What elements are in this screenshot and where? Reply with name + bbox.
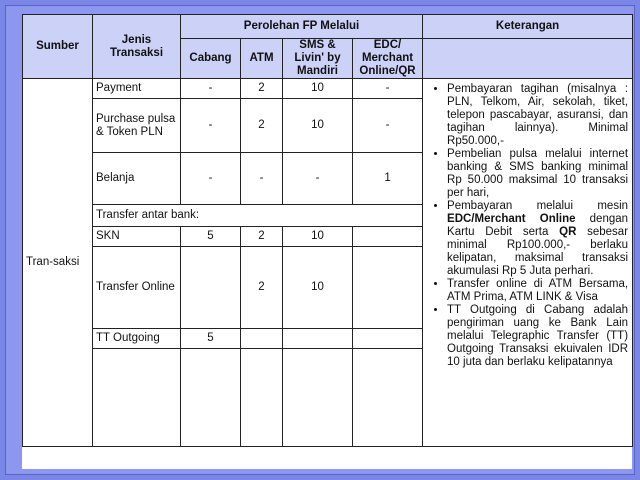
ket-bold: EDC/Merchant Online bbox=[447, 213, 576, 225]
empty-cell bbox=[181, 349, 241, 447]
cell-atm: 2 bbox=[241, 79, 283, 99]
cell-cabang: 5 bbox=[181, 227, 241, 247]
row-label-skn: SKN bbox=[93, 227, 181, 247]
header-keterangan: Keterangan bbox=[423, 15, 633, 39]
header-atm: ATM bbox=[241, 39, 283, 79]
ket-bullet-2: • Pembelian pulsa melalui internet banking & SMS banking minimal Rp 50.000 maksimal 10 transaksi per hari, bbox=[447, 148, 628, 200]
cell-atm: - bbox=[241, 153, 283, 205]
cell-sms bbox=[283, 329, 353, 349]
table-row bbox=[23, 79, 633, 99]
cell-atm: 2 bbox=[241, 99, 283, 153]
cell-edc bbox=[353, 329, 423, 349]
keterangan-cell bbox=[423, 79, 633, 447]
ket-text: dengan Kartu Debit serta bbox=[447, 213, 629, 238]
header-sumber: Sumber bbox=[23, 15, 93, 79]
cell-edc bbox=[353, 227, 423, 247]
cell-cabang bbox=[181, 247, 241, 329]
fp-table bbox=[22, 14, 633, 447]
cell-sms: 10 bbox=[283, 99, 353, 153]
empty-cell bbox=[93, 349, 181, 447]
cell-cabang: - bbox=[181, 79, 241, 99]
cell-atm: 2 bbox=[241, 247, 283, 329]
cell-edc: 1 bbox=[353, 153, 423, 205]
header-cabang: Cabang bbox=[181, 39, 241, 79]
cell-sms: 10 bbox=[283, 247, 353, 329]
cell-cabang: - bbox=[181, 99, 241, 153]
header-edc: EDC/ Merchant Online/QR bbox=[353, 39, 423, 79]
cell-sms: 10 bbox=[283, 227, 353, 247]
cell-edc bbox=[353, 247, 423, 329]
row-label-transfer-antar-bank: Transfer antar bank: bbox=[93, 205, 423, 227]
cell-edc: - bbox=[353, 79, 423, 99]
cell-atm bbox=[241, 329, 283, 349]
row-label-payment: Payment bbox=[93, 79, 181, 99]
cell-edc: - bbox=[353, 99, 423, 153]
cell-cabang: 5 bbox=[181, 329, 241, 349]
ket-bullet-5: • TT Outgoing di Cabang adalah pengiriman uang ke Bank Lain melalui Telegraphic Transfer (TT) Outgoing Transaksi ekuivalen IDR 10 juta dan berlaku kelipatannya bbox=[447, 304, 628, 369]
empty-cell bbox=[283, 349, 353, 447]
cell-sms: 10 bbox=[283, 79, 353, 99]
row-label-belanja: Belanja bbox=[93, 153, 181, 205]
sumber-cell: Tran-saksi bbox=[23, 79, 93, 447]
cell-sms: - bbox=[283, 153, 353, 205]
ket-bullet-1: • Pembayaran tagihan (misalnya : PLN, Telkom, Air, sekolah, tiket, telepon pascabayar, asuransi, dan tagihan lainnya). Minimal Rp50.000,- bbox=[447, 83, 628, 148]
ket-bullet-4: • Transfer online di ATM Bersama, ATM Prima, ATM LINK & Visa bbox=[447, 278, 628, 304]
ket-text: Pembayaran melalui mesin bbox=[447, 200, 629, 212]
row-label-tt-outgoing: TT Outgoing bbox=[93, 329, 181, 349]
header-keterangan-blank bbox=[423, 39, 633, 79]
row-label-transfer-online: Transfer Online bbox=[93, 247, 181, 329]
header-jenis-transaksi: Jenis Transaksi bbox=[93, 15, 181, 79]
cell-cabang: - bbox=[181, 153, 241, 205]
header-sms: SMS & Livin' by Mandiri bbox=[283, 39, 353, 79]
row-label-pulsa: Purchase pulsa & Token PLN bbox=[93, 99, 181, 153]
header-perolehan: Perolehan FP Melalui bbox=[181, 15, 423, 39]
ket-text: sebesar minimal Rp100.000,- berlaku kelipatan, maksimal transaksi akumulasi Rp 5 Juta perhari. bbox=[447, 226, 629, 277]
ket-bold: QR bbox=[559, 226, 577, 238]
cell-atm: 2 bbox=[241, 227, 283, 247]
slide-content bbox=[22, 14, 632, 469]
ket-bullet-3 bbox=[447, 200, 628, 278]
empty-cell bbox=[353, 349, 423, 447]
empty-cell bbox=[241, 349, 283, 447]
